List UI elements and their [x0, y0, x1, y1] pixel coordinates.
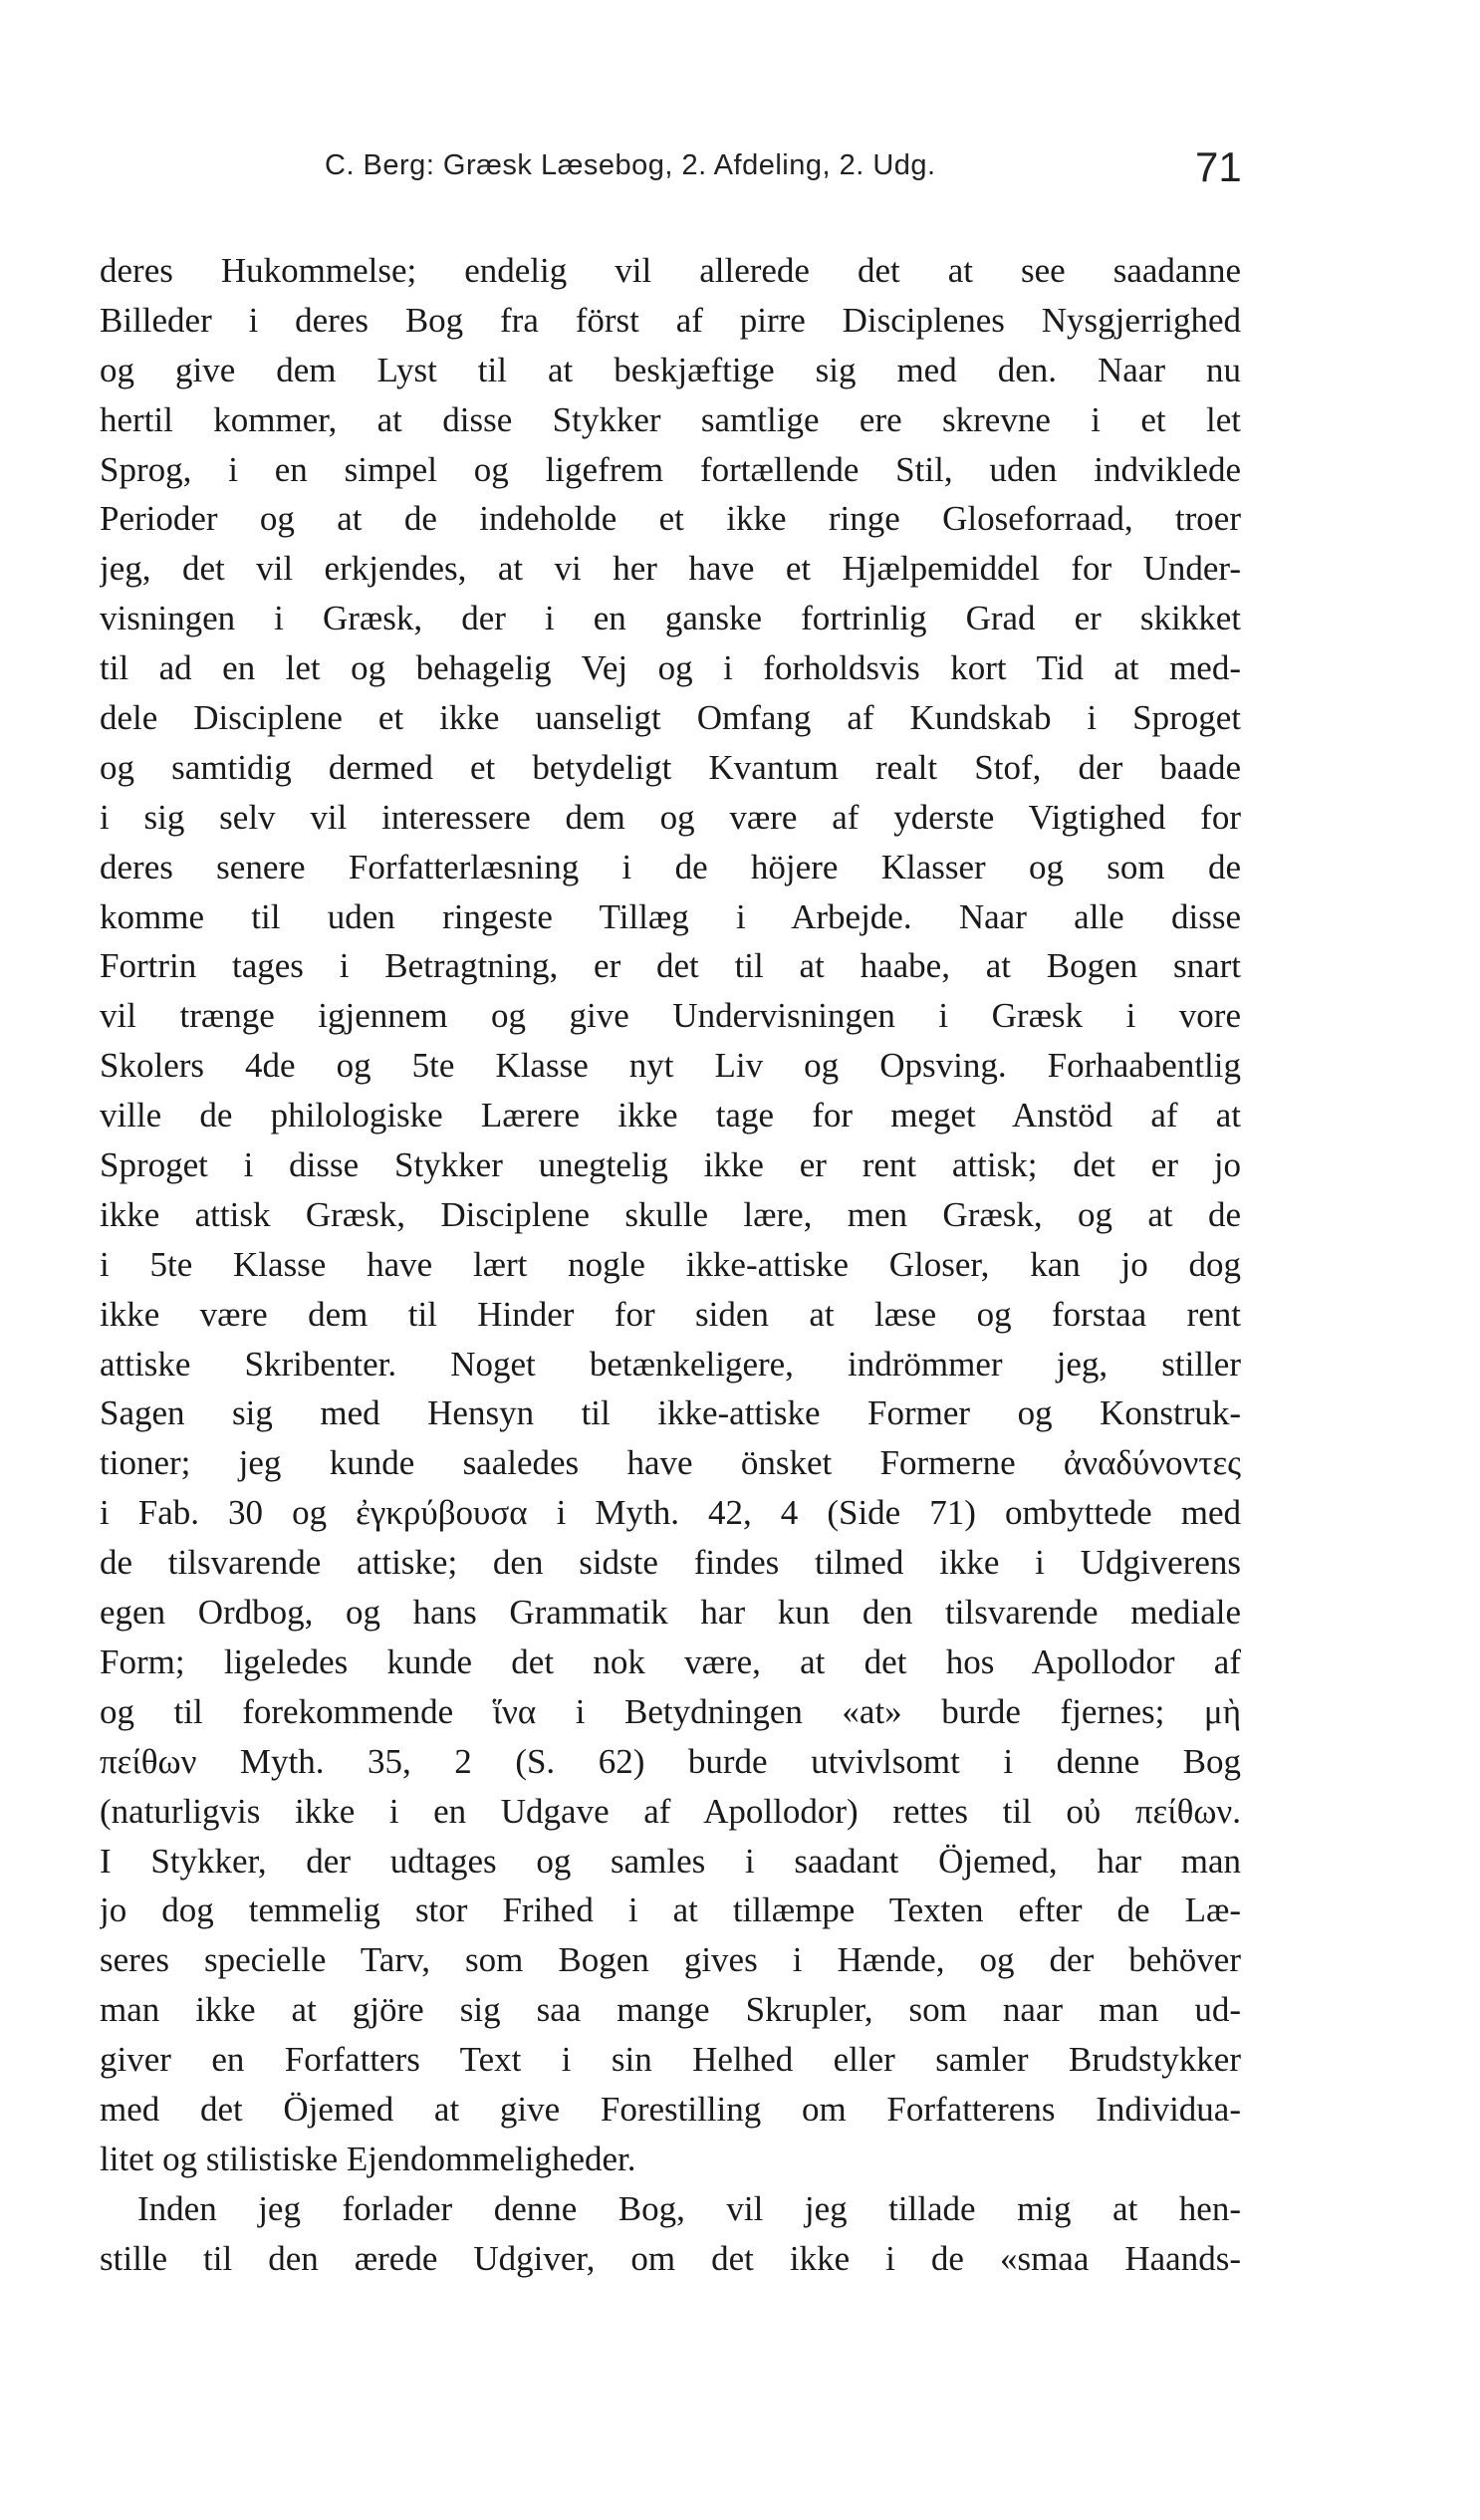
text-line: jo dog temmelig stor Frihed i at tillæmpe Texten efter de Læ- [100, 1890, 1241, 1930]
text-line: visningen i Græsk, der i en ganske fortrinlig Grad er skikket [100, 599, 1241, 638]
text-line: dele Disciplene et ikke uanseligt Omfang af Kundskab i Sproget [100, 698, 1241, 738]
text-line: og til forekommende ἵνα i Betydningen «at» burde fjernes; μὴ [100, 1691, 1241, 1731]
text-line: ikke attisk Græsk, Disciplene skulle lære, men Græsk, og at de [100, 1194, 1241, 1234]
text-line: egen Ordbog, og hans Grammatik har kun den tilsvarende mediale [100, 1593, 1241, 1633]
running-header [0, 143, 1480, 193]
text-line: vil trænge igjennem og give Undervisningen i Græsk i vore [100, 996, 1241, 1036]
running-title: C. Berg: Græsk Læsebog, 2. Afdeling, 2. Udg. [325, 149, 936, 181]
text-line: ville de philologiske Lærere ikke tage for meget Anstöd af at [100, 1096, 1241, 1135]
text-line: Skolers 4de og 5te Klasse nyt Liv og Opsving. Forhaabentlig [100, 1046, 1241, 1086]
text-line: giver en Forfatters Text i sin Helhed eller samler Brudstykker [100, 2040, 1241, 2080]
text-line: seres specielle Tarv, som Bogen gives i Hænde, og der behöver [100, 1940, 1241, 1980]
text-line: de tilsvarende attiske; den sidste findes tilmed ikke i Udgiverens [100, 1543, 1241, 1583]
text-line: Sprog, i en simpel og ligefrem fortællende Stil, uden indviklede [100, 449, 1241, 489]
page-number: 71 [1195, 143, 1242, 190]
text-line: deres Hukommelse; endelig vil allerede det at see saadanne [100, 251, 1241, 290]
text-line: Fortrin tages i Betragtning, er det til at haabe, at Bogen snart [100, 946, 1241, 986]
text-line: Billeder i deres Bog fra först af pirre Disciplenes Nysgjerrighed [100, 300, 1241, 340]
text-line: Sproget i disse Stykker unegtelig ikke er rent attisk; det er jo [100, 1145, 1241, 1185]
text-line: stille til den ærede Udgiver, om det ikke i de «smaa Haands- [100, 2238, 1241, 2278]
text-line: Perioder og at de indeholde et ikke ringe Gloseforraad, troer [100, 499, 1241, 539]
text-line: i Fab. 30 og ἐγκρύβουσα i Myth. 42, 4 (Side 71) ombyttede med [100, 1493, 1241, 1533]
text-line: og give dem Lyst til at beskjæftige sig med den. Naar nu [100, 350, 1241, 389]
text-line: hertil kommer, at disse Stykker samtlige ere skrevne i et let [100, 399, 1241, 439]
text-line: πείθων Myth. 35, 2 (S. 62) burde utvivlsomt i denne Bog [100, 1741, 1241, 1781]
text-line: og samtidig dermed et betydeligt Kvantum realt Stof, der baade [100, 747, 1241, 787]
text-line: Sagen sig med Hensyn til ikke-attiske Former og Konstruk- [100, 1393, 1241, 1433]
text-line: Form; ligeledes kunde det nok være, at det hos Apollodor af [100, 1641, 1241, 1681]
text-line: komme til uden ringeste Tillæg i Arbejde. Naar alle disse [100, 896, 1241, 936]
text-line: (naturligvis ikke i en Udgave af Apollodor) rettes til οὐ πείθων. [100, 1791, 1241, 1831]
text-line: man ikke at gjöre sig saa mange Skrupler, som naar man ud- [100, 1990, 1241, 2030]
text-line: ikke være dem til Hinder for siden at læse og forstaa rent [100, 1294, 1241, 1334]
text-line-paragraph-end: litet og stilistiske Ejendommeligheder. [100, 2139, 636, 2178]
text-line: i 5te Klasse have lært nogle ikke-attiske Gloser, kan jo dog [100, 1244, 1241, 1284]
text-line: til ad en let og behagelig Vej og i forholdsvis kort Tid at med- [100, 648, 1241, 688]
body-text [100, 246, 1241, 2284]
text-line: tioner; jeg kunde saaledes have önsket Formerne ἀναδύνοντες [100, 1443, 1241, 1483]
text-line: i sig selv vil interessere dem og være af yderste Vigtighed for [100, 797, 1241, 837]
text-line: deres senere Forfatterlæsning i de höjere Klasser og som de [100, 847, 1241, 886]
text-line-paragraph-start: Inden jeg forlader denne Bog, vil jeg tillade mig at hen- [137, 2188, 1241, 2228]
text-line: med det Öjemed at give Forestilling om Forfatterens Individua- [100, 2089, 1241, 2129]
text-line: jeg, det vil erkjendes, at vi her have et Hjælpemiddel for Under- [100, 549, 1241, 589]
text-line: I Stykker, der udtages og samles i saadant Öjemed, har man [100, 1841, 1241, 1881]
text-line: attiske Skribenter. Noget betænkeligere, indrömmer jeg, stiller [100, 1344, 1241, 1384]
